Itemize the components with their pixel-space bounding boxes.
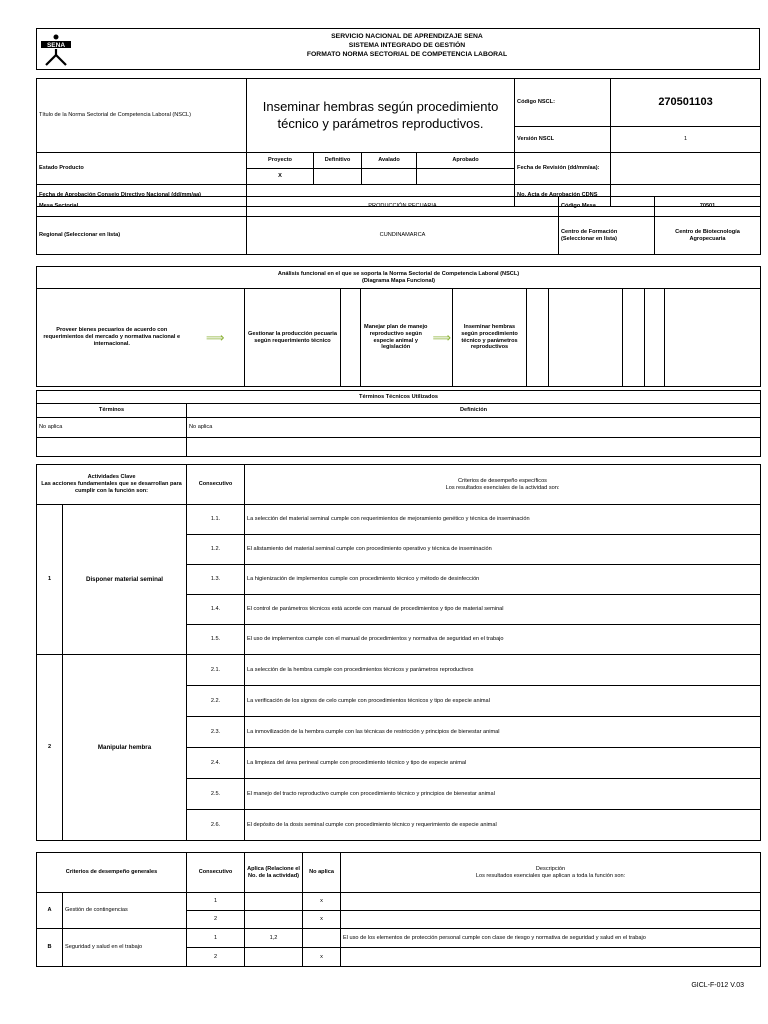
map-empty-box [549, 289, 623, 387]
actividades-col1-title: Actividades Clave [87, 474, 136, 481]
arrow-right-icon: ⟹ [187, 289, 245, 387]
termino-cell: No aplica [37, 418, 187, 438]
analisis-funcional-block [36, 266, 760, 386]
analisis-title-line2: (Diagrama Mapa Funcional) [361, 277, 436, 284]
criterios-generales-block [36, 852, 760, 966]
analisis-title-line1: Análisis funcional en el que se soporta la Norma Sectorial de Competencia Laboral (NSCL) [277, 270, 520, 277]
generales-aplica-header: Aplica (Relacione el No. de la actividad) [245, 853, 303, 893]
general-letter: B [37, 929, 63, 967]
estado-col-proyecto: Proyecto [247, 153, 314, 169]
estado-col-aprobado: Aprobado [417, 153, 515, 169]
codigo-mesa-value: 70501 [655, 197, 761, 217]
terminos-block [36, 390, 760, 456]
general-desc [341, 948, 761, 967]
map-spacer [527, 289, 549, 387]
regional-value: CUNDINAMARCA [247, 217, 559, 255]
definicion-cell-empty [187, 438, 761, 457]
criterio-text: El manejo del tracto reproductivo cumple con procedimiento técnico y principios de bienestar animal [245, 779, 761, 810]
actividad-name: Disponer material seminal [63, 505, 187, 655]
definicion-cell: No aplica [187, 418, 761, 438]
codigo-nscl-label: Código NSCL: [515, 79, 611, 127]
version-nscl-label: Versión NSCL [515, 127, 611, 153]
termino-cell-empty [37, 438, 187, 457]
sena-logo-text: SENA [46, 42, 66, 49]
norma-info-block [36, 78, 760, 199]
centro-formacion-value: Centro de Biotecnología Agropecuaria [655, 217, 761, 255]
actividades-col1-header [37, 465, 187, 505]
consecutivo-cell: 1.5. [187, 625, 245, 655]
form-code-footer: GICL-F-012 V.03 [691, 982, 744, 989]
consecutivo-cell: 2.3. [187, 717, 245, 748]
funcion-box-3: Manejar plan de manejo reproductivo según especie animal y legislación [361, 289, 431, 387]
criterio-text: El alistamiento del material seminal cumple con procedimiento operativo y técnica de inseminación [245, 535, 761, 565]
criterio-text: El control de parámetros técnicos está acorde con manual de procedimientos y tipo de material seminal [245, 595, 761, 625]
criterio-text: La selección de la hembra cumple con procedimientos técnicos y parámetros reproductivos [245, 655, 761, 686]
actividades-col1-subtitle: Las acciones fundamentales que se desarrollan para cumplir con la función son: [41, 481, 182, 494]
consecutivo-cell: 2.4. [187, 748, 245, 779]
estado-col-definitivo: Definitivo [314, 153, 362, 169]
acta-aprobacion-label: No. Acta de Aprobación CDNS [515, 185, 611, 207]
criterio-text: El uso de implementos cumple con el manual de procedimientos y normativa de seguridad en el trabajo [245, 625, 761, 655]
codigo-nscl-value: 270501103 [611, 79, 761, 127]
general-letter: A [37, 893, 63, 929]
general-aplica [245, 911, 303, 929]
consecutivo-cell: 2.5. [187, 779, 245, 810]
consecutivo-header: Consecutivo [187, 465, 245, 505]
criterio-text: El depósito de la dosis seminal cumple con procedimiento técnico y requerimiento de especie animal [245, 810, 761, 841]
terminos-title: Términos Técnicos Utilizados [37, 391, 761, 404]
definicion-col-header: Definición [187, 404, 761, 418]
funcion-box-4: Inseminar hembras según procedimiento técnico y parámetros reproductivos [453, 289, 527, 387]
map-empty-box [665, 289, 761, 387]
estado-mark-avalado [362, 169, 417, 185]
estado-col-avalado: Avalado [362, 153, 417, 169]
mesa-sectorial-value: PRODUCCIÓN PECUARIA [247, 197, 559, 217]
general-noaplica [303, 929, 341, 948]
general-consecutivo: 1 [187, 929, 245, 948]
criterio-text: La selección del material seminal cumple con requerimientos de mejoramiento genético y técnica de inseminación [245, 505, 761, 535]
analisis-title [37, 267, 761, 289]
criterios-especificos-header [245, 465, 761, 505]
general-noaplica: x [303, 911, 341, 929]
generales-col1-header: Criterios de desempeño generales [37, 853, 187, 893]
centro-formacion-label: Centro de Formación (Seleccionar en lista) [559, 217, 655, 255]
general-name: Seguridad y salud en el trabajo [63, 929, 187, 967]
header-line-3: FORMATO NORMA SECTORIAL DE COMPETENCIA LABORAL [306, 51, 508, 59]
generales-descripcion-header [341, 853, 761, 893]
general-noaplica: x [303, 893, 341, 911]
general-name: Gestión de contingencias [63, 893, 187, 929]
estado-mark-definitivo [314, 169, 362, 185]
general-aplica: 1,2 [245, 929, 303, 948]
consecutivo-cell: 2.2. [187, 686, 245, 717]
actividad-name: Manipular hembra [63, 655, 187, 841]
general-noaplica: x [303, 948, 341, 967]
codigo-mesa-label: Código Mesa [559, 197, 655, 217]
map-spacer [645, 289, 665, 387]
mesa-block [36, 196, 760, 254]
criterio-text: La higienización de implementos cumple con procedimiento técnico y método de desinfección [245, 565, 761, 595]
map-spacer [623, 289, 645, 387]
fecha-aprobacion-label: Fecha de Aprobación Consejo Directivo Nacional (dd/mm/aa) [37, 185, 247, 207]
consecutivo-cell: 2.6. [187, 810, 245, 841]
general-desc: El uso de los elementos de protección personal cumple con clase de riesgo y normativa de seguridad y salud en el trabajo [341, 929, 761, 948]
mesa-sectorial-label: Mesa Sectorial [37, 197, 247, 217]
generales-noaplica-header: No aplica [303, 853, 341, 893]
generales-descripcion-subtitle: Los resultados esenciales que aplican a toda la función son: [475, 872, 626, 879]
sena-logo [39, 33, 87, 67]
fecha-revision-value [611, 153, 761, 185]
titulo-norma-value: Inseminar hembras según procedimiento técnico y parámetros reproductivos. [247, 79, 515, 153]
consecutivo-cell: 1.3. [187, 565, 245, 595]
generales-consecutivo-header: Consecutivo [187, 853, 245, 893]
general-aplica [245, 948, 303, 967]
consecutivo-cell: 1.1. [187, 505, 245, 535]
general-consecutivo: 2 [187, 948, 245, 967]
actividad-num: 1 [37, 505, 63, 655]
header-line-2: SISTEMA INTEGRADO DE GESTIÓN [348, 42, 466, 50]
version-nscl-value: 1 [611, 127, 761, 153]
general-desc [341, 911, 761, 929]
general-consecutivo: 1 [187, 893, 245, 911]
document-header [36, 28, 760, 70]
header-line-1: SERVICIO NACIONAL DE APRENDIZAJE SENA [331, 33, 483, 40]
general-aplica [245, 893, 303, 911]
consecutivo-cell: 1.4. [187, 595, 245, 625]
titulo-norma-label: Título de la Norma Sectorial de Competencia Laboral (NSCL) [37, 79, 247, 153]
criterio-text: La verificación de los signos de celo cumple con procedimientos técnicos y tipo de especie animal [245, 686, 761, 717]
criterios-especificos-title: Criterios de desempeño específicos [458, 477, 547, 484]
consecutivo-cell: 1.2. [187, 535, 245, 565]
fecha-revision-label: Fecha de Revisión (dd/mm/aa): [515, 153, 611, 185]
estado-mark-aprobado [417, 169, 515, 185]
consecutivo-cell: 2.1. [187, 655, 245, 686]
terminos-col-header: Términos [37, 404, 187, 418]
funcion-box-2: Gestionar la producción pecuaria según requerimiento técnico [245, 289, 341, 387]
estado-mark-proyecto: X [247, 169, 314, 185]
map-spacer [341, 289, 361, 387]
general-consecutivo: 2 [187, 911, 245, 929]
estado-producto-label: Estado Producto [37, 153, 247, 185]
criterio-text: La inmovilización de la hembra cumple con las técnicas de restricción y principios de bienestar animal [245, 717, 761, 748]
header-titles [207, 32, 607, 60]
generales-descripcion-title: Descripción [535, 865, 566, 872]
actividad-num: 2 [37, 655, 63, 841]
general-desc [341, 893, 761, 911]
actividades-block [36, 464, 760, 840]
funcion-box-1: Proveer bienes pecuarios de acuerdo con requerimientos del mercado y normativa nacional e internacional. [37, 289, 187, 387]
regional-label: Regional (Seleccionar en lista) [37, 217, 247, 255]
criterio-text: La limpieza del área perineal cumple con procedimiento técnico y tipo de especie animal [245, 748, 761, 779]
arrow-right-icon: ⟹ [431, 289, 453, 387]
criterios-especificos-subtitle: Los resultados esenciales de la actividad son: [445, 484, 560, 491]
